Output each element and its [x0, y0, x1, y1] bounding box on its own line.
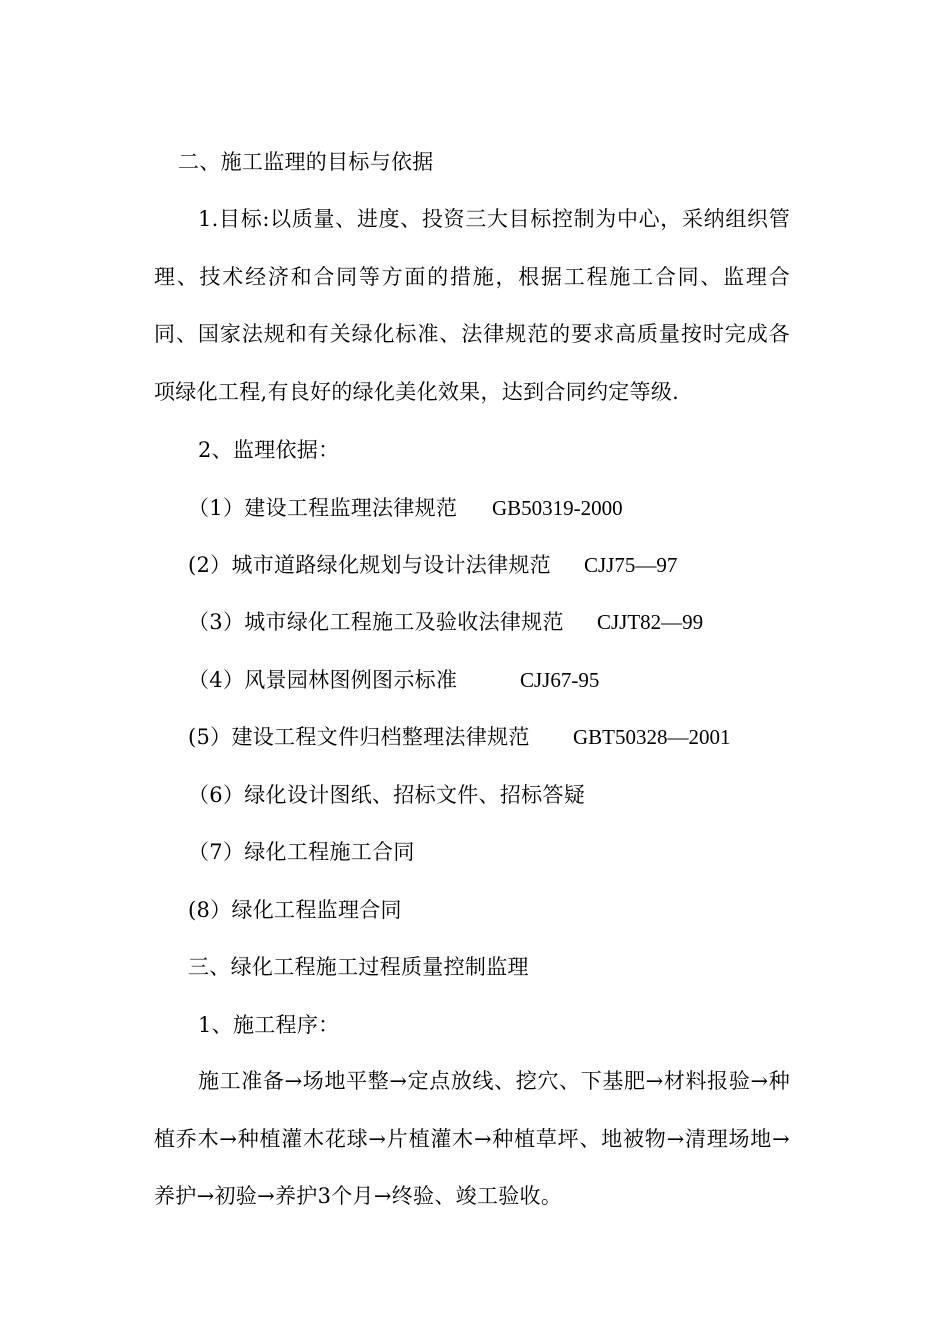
basis-item-1-label: （1）建设工程监理法律规范 [188, 496, 458, 520]
basis-item-3-code: CJJT82—99 [597, 610, 704, 634]
procedure-paragraph: 施工准备→场地平整→定点放线、挖穴、下基肥→材料报验→种植乔木→种植灌木花球→片植灌木→种植草坪、地被物→清理场地→养护→初验→养护3个月→终验、竣工验收。 [154, 1069, 790, 1208]
basis-heading: 2、监理依据： [198, 438, 340, 462]
section-heading-2: 二、施工监理的目标与依据 [178, 150, 434, 174]
basis-item-6-label: （6）绿化设计图纸、招标文件、招标答疑 [188, 783, 586, 807]
basis-item-5-label: (5）建设工程文件归档整理法律规范 [188, 725, 530, 749]
basis-item-5-code: GBT50328—2001 [573, 725, 731, 749]
basis-item-4-code: CJJ67-95 [520, 668, 600, 692]
basis-item-2-label: (2）城市道路绿化规划与设计法律规范 [188, 553, 551, 577]
basis-item-2-code: CJJ75—97 [584, 553, 678, 577]
basis-item-8-label: (8）绿化工程监理合同 [188, 898, 402, 922]
basis-item-1-code: GB50319-2000 [492, 496, 623, 520]
procedure-heading: 1、施工程序： [198, 1013, 340, 1037]
section-heading-3: 三、绿化工程施工过程质量控制监理 [188, 955, 529, 979]
basis-item-4-label: （4）风景园林图例图示标准 [188, 668, 458, 692]
basis-item-7-label: （7）绿化工程施工合同 [188, 840, 415, 864]
basis-item-3-label: （3）城市绿化工程施工及验收法律规范 [188, 610, 564, 634]
goal-paragraph: 1.目标:以质量、进度、投资三大目标控制为中心，采纳组织管理、技术经济和合同等方面的措施，根据工程施工合同、监理合同、国家法规和有关绿化标准、法律规范的要求高质量按时完成各项绿化工程,有良好的绿化美化效果，达到合同约定等级. [154, 207, 790, 404]
